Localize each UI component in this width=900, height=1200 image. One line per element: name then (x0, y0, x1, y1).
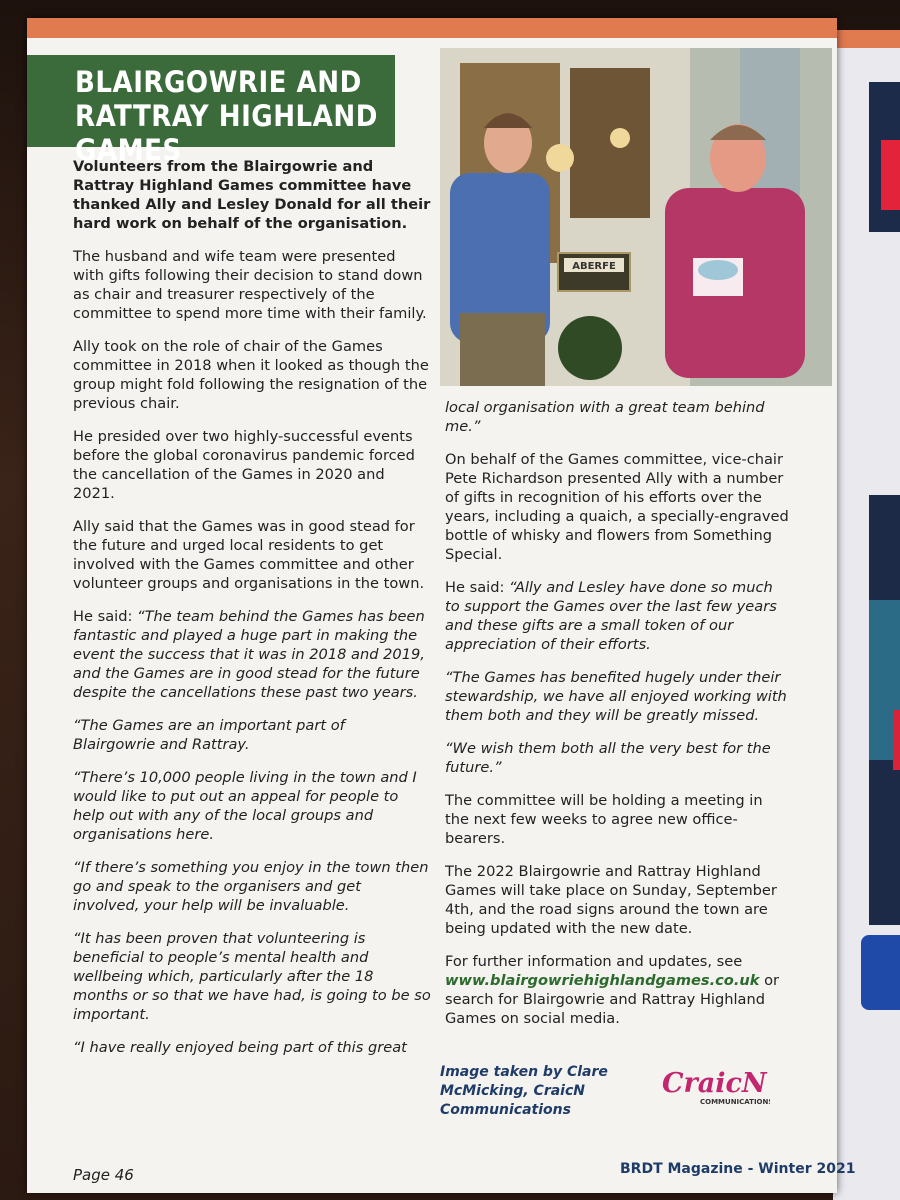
paragraph: “It has been proven that volunteering is beneficial to people’s mental health and wellbeing which, particularly after the 18 months or so that we have had, is going to be so important. (73, 930, 431, 1023)
quote-text: “Ally and Lesley have done so much to support the Games over the last few years and these gifts are a small token of our appreciation of their efforts. (445, 579, 777, 653)
left-column (73, 157, 431, 1071)
page-number: Page 46 (73, 1166, 134, 1184)
adjacent-page-blue-badge (861, 935, 900, 1010)
website-link[interactable]: www.blairgowriehighlandgames.co.uk (445, 972, 760, 989)
article-photo (440, 48, 832, 386)
info-paragraph (445, 952, 790, 1028)
magazine-issue: BRDT Magazine - Winter 2021 (620, 1161, 856, 1177)
paragraph: local organisation with a great team behind me.” (445, 399, 765, 435)
paragraph (73, 607, 431, 702)
info-after: or search for Blairgowrie and Rattray Highland Games on social media. (445, 972, 780, 1027)
article-title: BLAIRGOWRIE AND RATTRAY HIGHLAND GAMES (75, 65, 378, 167)
adjacent-page-advert-red (893, 710, 900, 770)
top-accent-bar (27, 18, 837, 38)
paragraph: The 2022 Blairgowrie and Rattray Highland Games will take place on Sunday, September 4th, and the road signs around the town are being updated with the new date. (445, 863, 777, 937)
paragraph-prefix: He said: (445, 579, 510, 596)
paragraph-prefix: He said: (73, 608, 138, 625)
paragraph: On behalf of the Games committee, vice-chair Pete Richardson presented Ally with a number of gifts in recognition of his efforts over the years, including a quaich, a specially-engraved bottle of whisky and flowers from Something Special. (445, 451, 789, 563)
logo-name: CraicN (662, 1068, 767, 1099)
craicn-logo (660, 1062, 770, 1112)
right-column-body (445, 398, 790, 938)
logo-sub: COMMUNICATIONS (700, 1098, 770, 1106)
right-column (445, 398, 790, 1042)
gift-sign-text: ABERFE (572, 261, 616, 272)
photo-credit: Image taken by Clare McMicking, CraicN Communications (440, 1064, 608, 1118)
quote-text: “The team behind the Games has been fantastic and played a huge part in making the event the success that it was in 2018 and 2019, and the Games are in good stead for the future despite the cancellations these past two years. (73, 608, 425, 701)
paragraph: The husband and wife team were presented with gifts following their decision to stand down as chair and treasurer respectively of the committee to spend more time with their family. (73, 248, 427, 322)
paragraph: Ally said that the Games was in good stead for the future and urged local residents to get involved with the Games committee and other volunteer groups and organisations in the town. (73, 518, 425, 592)
paragraph: “The Games has benefited hugely under their stewardship, we have all enjoyed working with them both and they will be greatly missed. (445, 669, 787, 724)
paragraph: “There’s 10,000 people living in the town and I would like to put out an appeal for people to help out with any of the local groups and organisations here. (73, 769, 417, 843)
paragraph: The committee will be holding a meeting in the next few weeks to agree new office-bearers. (445, 792, 763, 847)
paragraph: Ally took on the role of chair of the Games committee in 2018 when it looked as though the group might fold following the resignation of the previous chair. (73, 338, 429, 412)
paragraph: “I have really enjoyed being part of this great (73, 1039, 407, 1056)
left-column-body (73, 157, 431, 1057)
paragraph (445, 578, 790, 654)
title-block (27, 55, 395, 167)
adjacent-page-red-block (881, 140, 900, 210)
paragraph: “The Games are an important part of Blairgowrie and Rattray. (73, 717, 345, 753)
adjacent-page-strip (833, 30, 900, 48)
paragraph: “We wish them both all the very best for the future.” (445, 740, 771, 776)
paragraph: “If there’s something you enjoy in the town then go and speak to the organisers and get involved, your help will be invaluable. (73, 859, 429, 914)
info-before: For further information and updates, see (445, 953, 743, 970)
paragraph: He presided over two highly-successful events before the global coronavirus pandemic forced the cancellation of the Games in 2020 and 2021. (73, 428, 415, 502)
photo-illustration (440, 48, 832, 386)
adjacent-page (833, 30, 900, 1200)
paragraph: Volunteers from the Blairgowrie and Rattray Highland Games committee have thanked Ally and Lesley Donald for all their hard work on behalf of the organisation. (73, 158, 431, 232)
